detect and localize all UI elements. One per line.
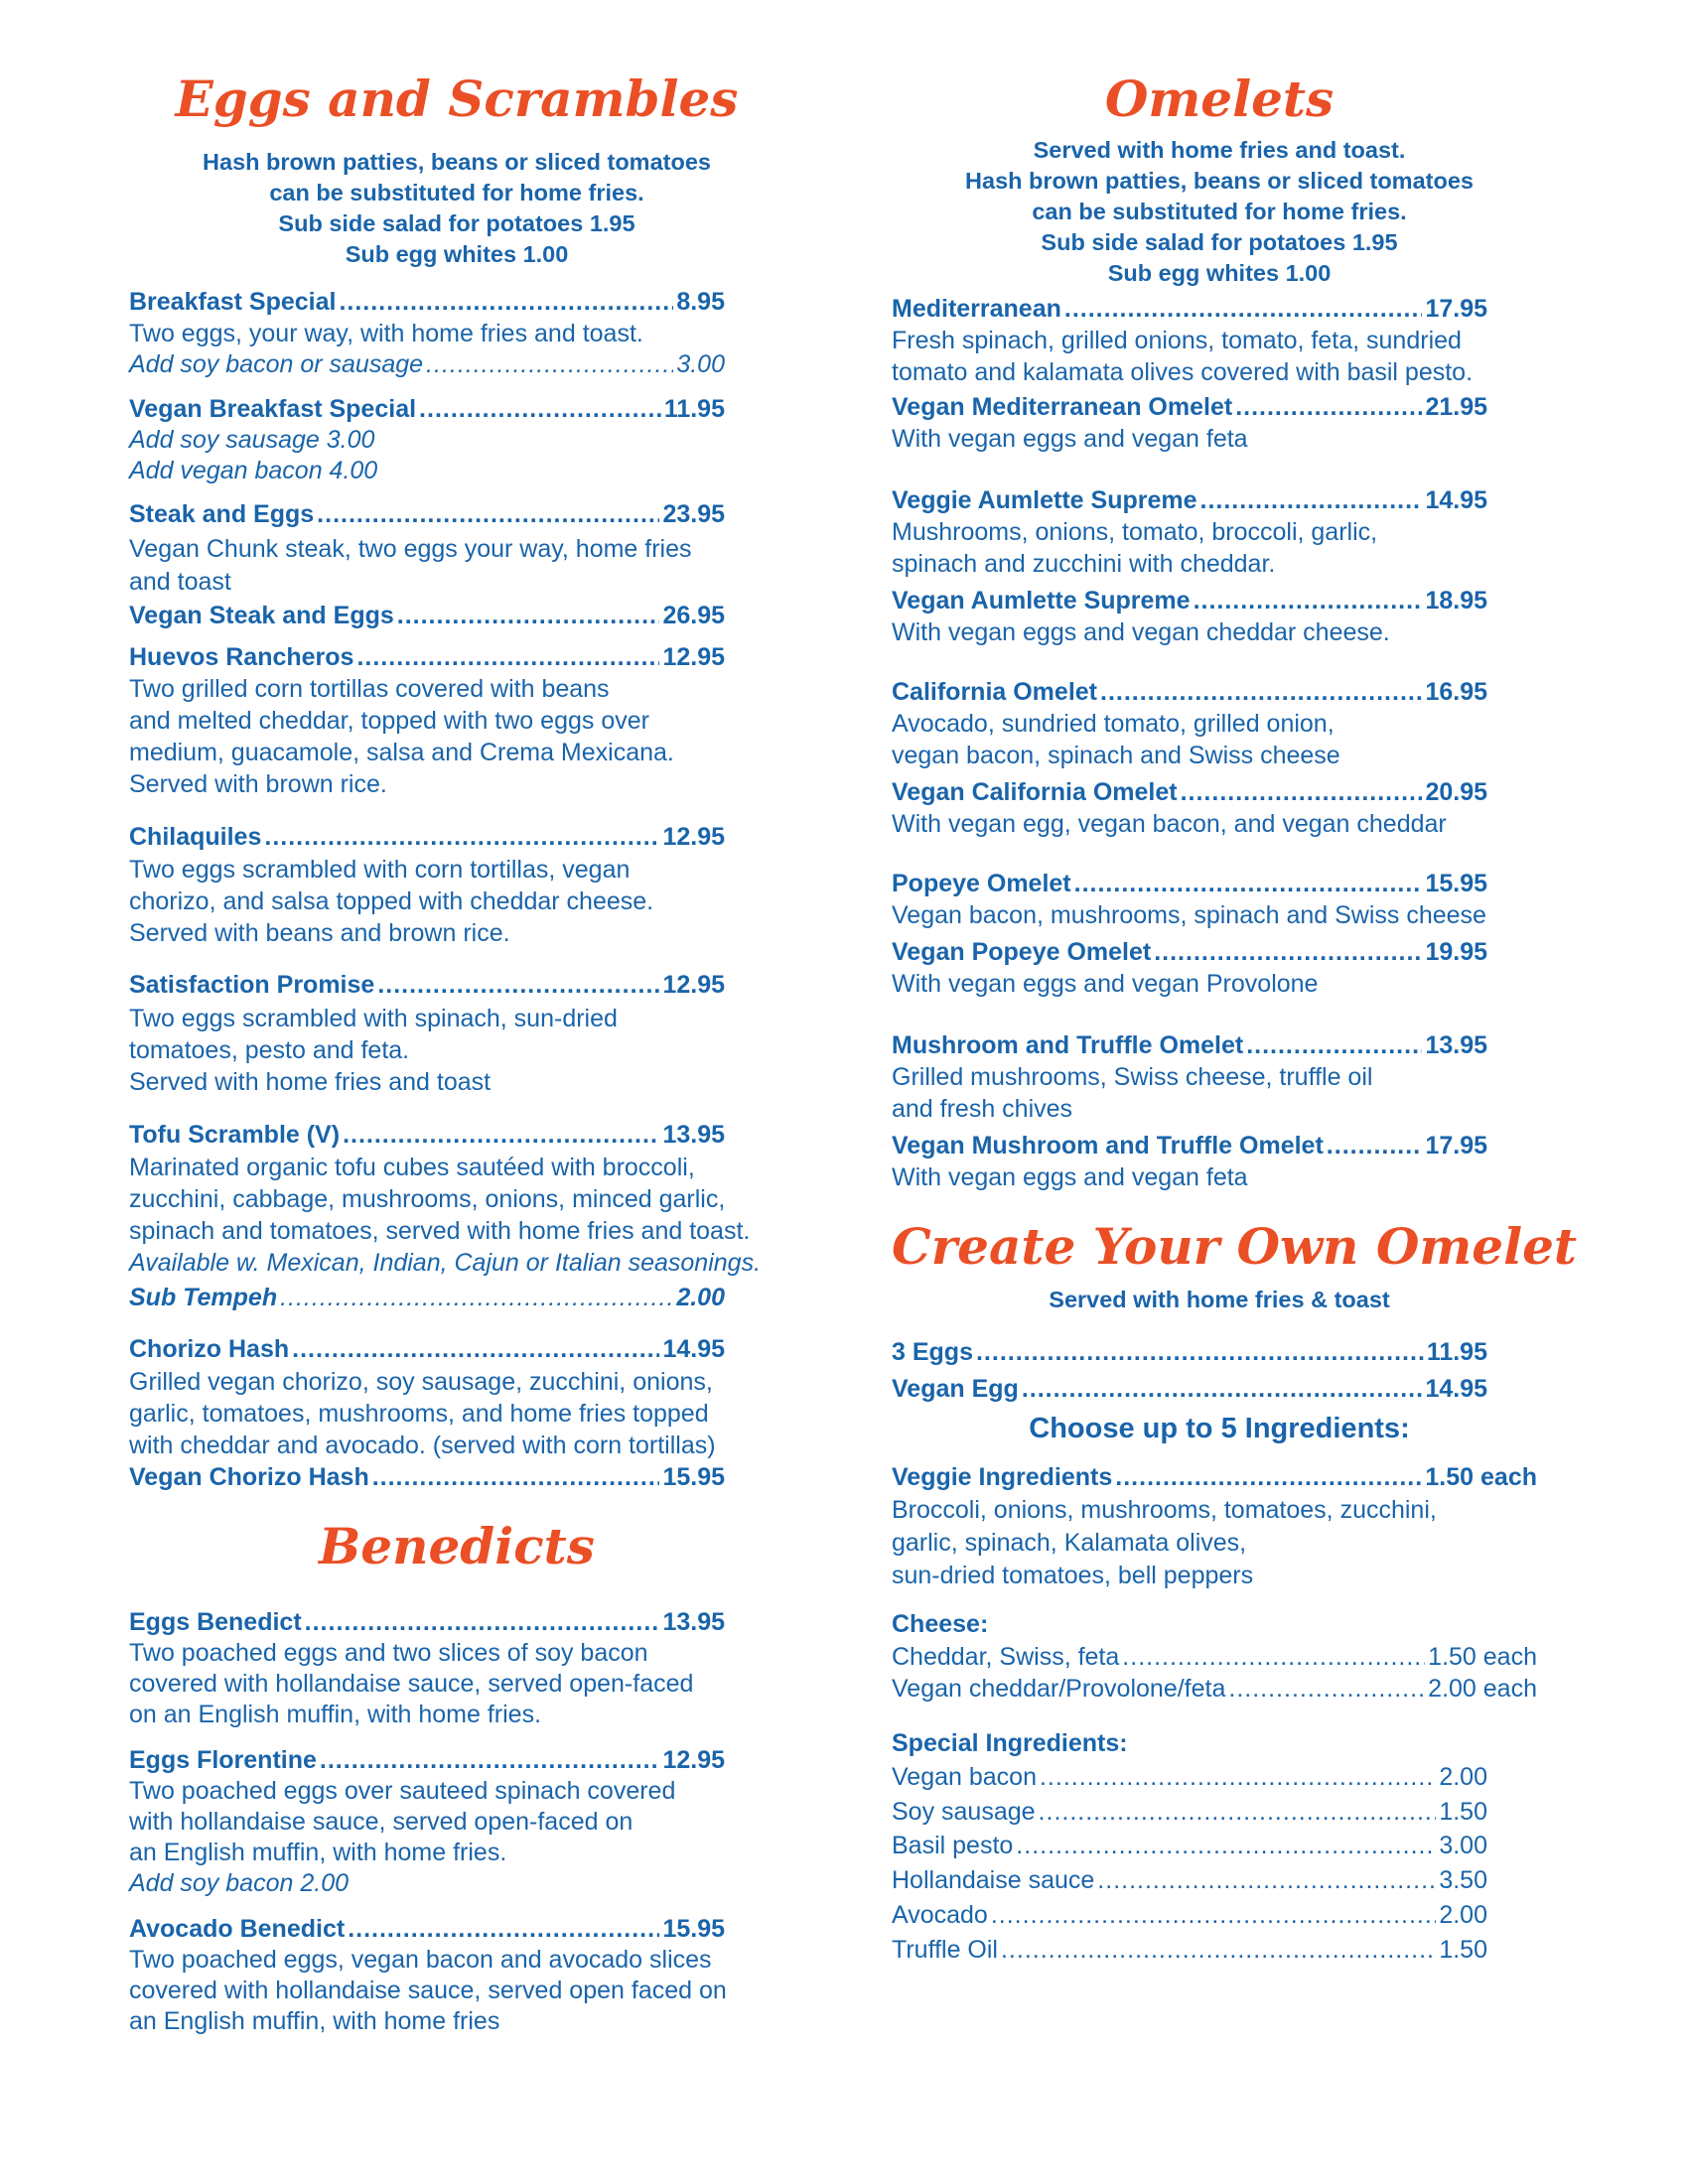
item-description: and melted cheddar, topped with two eggs over — [129, 707, 649, 735]
item-description: Fresh spinach, grilled onions, tomato, feta, sundried — [892, 327, 1462, 354]
item-description: Vegan Chunk steak, two eggs your way, home fries — [129, 535, 692, 563]
ingredient-list: Broccoli, onions, mushrooms, tomatoes, zucchini, — [892, 1496, 1437, 1524]
item-description: Available w. Mexican, Indian, Cajun or Italian seasonings. — [129, 1249, 762, 1277]
item-description: tomatoes, pesto and feta. — [129, 1036, 410, 1064]
special-ingredient: Hollandaise sauce ..... 3.50 — [892, 1864, 1487, 1896]
item-description: Add soy sausage 3.00 — [129, 426, 375, 454]
omelets-note: Sub egg whites 1.00 — [1107, 260, 1332, 286]
item-description: Two poached eggs and two slices of soy bacon — [129, 1639, 648, 1667]
item-description: covered with hollandaise sauce, served open faced on — [129, 1977, 727, 2004]
item-description: Add soy bacon 2.00 — [129, 1869, 349, 1897]
item-description: With vegan eggs and vegan feta — [892, 425, 1248, 453]
menu-item-eggs-benedict: Eggs Benedict ..... 13.95 — [129, 1606, 725, 1638]
item-description: spinach and tomatoes, served with home fries and toast. — [129, 1217, 751, 1245]
item-description: Served with brown rice. — [129, 770, 387, 798]
menu-item-vegan-chorizo-hash: Vegan Chorizo Hash ..... 15.95 — [129, 1461, 725, 1493]
menu-item-vegan-mushroom-truffle-omelet: Vegan Mushroom and Truffle Omelet ..... 17.95 — [892, 1130, 1487, 1161]
item-description: with cheddar and avocado. (served with corn tortillas) — [129, 1432, 716, 1459]
special-ingredient: Soy sausage ..... 1.50 — [892, 1796, 1487, 1828]
item-description: With vegan eggs and vegan feta — [892, 1163, 1248, 1191]
cheese-option: Cheddar, Swiss, feta ..... 1.50 each — [892, 1641, 1537, 1673]
cheese-label: Cheese: — [892, 1610, 989, 1638]
item-description: Avocado, sundried tomato, grilled onion, — [892, 710, 1335, 738]
item-description: Two grilled corn tortillas covered with beans — [129, 675, 610, 703]
item-description: Vegan bacon, mushrooms, spinach and Swiss cheese — [892, 901, 1486, 929]
menu-item-tofu-scramble: Tofu Scramble (V) ..... 13.95 — [129, 1119, 725, 1151]
omelets-note: Sub side salad for potatoes 1.95 — [1041, 229, 1398, 255]
item-description: an English muffin, with home fries. — [129, 1839, 507, 1866]
menu-item-vegan-breakfast-special: Vegan Breakfast Special ..... 11.95 — [129, 393, 725, 425]
item-description: and toast — [129, 568, 231, 596]
eggs-heading: Eggs and Scrambles — [175, 69, 739, 128]
item-description: With vegan egg, vegan bacon, and vegan cheddar — [892, 810, 1447, 838]
item-description: vegan bacon, spinach and Swiss cheese — [892, 742, 1340, 769]
menu-item-eggs-florentine: Eggs Florentine ..... 12.95 — [129, 1744, 725, 1776]
special-ingredient: Vegan bacon ..... 2.00 — [892, 1761, 1487, 1793]
special-ingredient: Avocado ..... 2.00 — [892, 1899, 1487, 1931]
item-description: With vegan eggs and vegan cheddar cheese. — [892, 618, 1390, 646]
eggs-note: can be substituted for home fries. — [269, 180, 644, 205]
ingredient-list: sun-dried tomatoes, bell peppers — [892, 1562, 1254, 1589]
item-description: Add vegan bacon 4.00 — [129, 457, 378, 484]
veggie-ingredients: Veggie Ingredients ..... 1.50 each — [892, 1461, 1537, 1493]
create-omelet-note: Served with home fries & toast — [1049, 1287, 1390, 1312]
omelets-heading: Omelets — [1104, 69, 1335, 128]
item-description: Two poached eggs over sauteed spinach covered — [129, 1777, 676, 1805]
item-description: medium, guacamole, salsa and Crema Mexicana. — [129, 739, 674, 766]
menu-item-satisfaction-promise: Satisfaction Promise ..... 12.95 — [129, 969, 725, 1001]
item-description: spinach and zucchini with cheddar. — [892, 550, 1276, 578]
menu-item-vegan-aumlette-supreme: Vegan Aumlette Supreme ..... 18.95 — [892, 585, 1487, 616]
add-on-sub-tempeh: Sub Tempeh ..... 2.00 — [129, 1282, 725, 1313]
menu-item-vegan-steak-and-eggs: Vegan Steak and Eggs ..... 26.95 — [129, 600, 725, 631]
item-description: with hollandaise sauce, served open-faced on — [129, 1808, 633, 1836]
item-description: tomato and kalamata olives covered with basil pesto. — [892, 358, 1474, 386]
item-description: Served with home fries and toast — [129, 1068, 492, 1096]
menu-item-popeye-omelet: Popeye Omelet ..... 15.95 — [892, 868, 1487, 899]
omelets-note: Served with home fries and toast. — [1033, 137, 1406, 163]
menu-item-vegan-california-omelet: Vegan California Omelet ..... 20.95 — [892, 776, 1487, 808]
menu-item-mushroom-truffle-omelet: Mushroom and Truffle Omelet ..... 13.95 — [892, 1029, 1487, 1061]
item-description: Grilled vegan chorizo, soy sausage, zucchini, onions, — [129, 1368, 713, 1396]
menu-item-breakfast-special: Breakfast Special ..... 8.95 — [129, 286, 725, 318]
item-description: Two eggs scrambled with spinach, sun-dried — [129, 1005, 618, 1032]
item-description: chorizo, and salsa topped with cheddar cheese. — [129, 887, 654, 915]
eggs-note: Sub side salad for potatoes 1.95 — [278, 210, 635, 236]
item-description: Grilled mushrooms, Swiss cheese, truffle oil — [892, 1063, 1373, 1091]
special-ingredient: Basil pesto ..... 3.00 — [892, 1830, 1487, 1861]
menu-item-california-omelet: California Omelet ..... 16.95 — [892, 676, 1487, 708]
menu-item-chorizo-hash: Chorizo Hash ..... 14.95 — [129, 1333, 725, 1365]
item-description: Two eggs, your way, with home fries and toast. — [129, 320, 643, 347]
menu-item-mediterranean: Mediterranean ..... 17.95 — [892, 293, 1487, 325]
eggs-note: Sub egg whites 1.00 — [345, 241, 569, 267]
menu-item-steak-and-eggs: Steak and Eggs ..... 23.95 — [129, 498, 725, 530]
benedicts-heading: Benedicts — [319, 1517, 595, 1575]
ingredient-list: garlic, spinach, Kalamata olives, — [892, 1529, 1247, 1557]
menu-item-chilaquiles: Chilaquiles ..... 12.95 — [129, 821, 725, 853]
item-description: an English muffin, with home fries — [129, 2007, 500, 2035]
eggs-note: Hash brown patties, beans or sliced tomatoes — [203, 149, 711, 175]
menu-item-avocado-benedict: Avocado Benedict ..... 15.95 — [129, 1913, 725, 1945]
special-ingredients-label: Special Ingredients: — [892, 1729, 1128, 1757]
choose-ingredients-heading: Choose up to 5 Ingredients: — [1029, 1413, 1410, 1444]
add-on-soy-bacon-sausage: Add soy bacon or sausage ..... 3.00 — [129, 348, 725, 380]
cheese-option: Vegan cheddar/Provolone/feta ..... 2.00 each — [892, 1673, 1537, 1705]
menu-item-3-eggs: 3 Eggs ..... 11.95 — [892, 1336, 1487, 1368]
menu-item-vegan-mediterranean-omelet: Vegan Mediterranean Omelet ..... 21.95 — [892, 391, 1487, 423]
menu-item-vegan-popeye-omelet: Vegan Popeye Omelet ..... 19.95 — [892, 936, 1487, 968]
menu-item-veggie-aumlette-supreme: Veggie Aumlette Supreme ..... 14.95 — [892, 484, 1487, 516]
item-description: With vegan eggs and vegan Provolone — [892, 970, 1319, 998]
menu-item-vegan-egg: Vegan Egg ..... 14.95 — [892, 1373, 1487, 1405]
menu-item-huevos-rancheros: Huevos Rancheros ..... 12.95 — [129, 641, 725, 673]
item-description: garlic, tomatoes, mushrooms, and home fries topped — [129, 1400, 709, 1428]
item-description: Two poached eggs, vegan bacon and avocado slices — [129, 1946, 712, 1974]
item-description: on an English muffin, with home fries. — [129, 1701, 542, 1728]
item-description: Served with beans and brown rice. — [129, 919, 510, 947]
item-description: zucchini, cabbage, mushrooms, onions, minced garlic, — [129, 1185, 726, 1213]
omelets-note: Hash brown patties, beans or sliced tomatoes — [965, 168, 1474, 194]
item-description: Two eggs scrambled with corn tortillas, vegan — [129, 856, 631, 884]
item-description: covered with hollandaise sauce, served open-faced — [129, 1670, 694, 1698]
create-omelet-heading: Create Your Own Omelet — [892, 1217, 1577, 1276]
item-description: Marinated organic tofu cubes sautéed with broccoli, — [129, 1154, 695, 1181]
item-description: and fresh chives — [892, 1095, 1073, 1123]
special-ingredient: Truffle Oil ..... 1.50 — [892, 1934, 1487, 1966]
item-description: Mushrooms, onions, tomato, broccoli, garlic, — [892, 518, 1378, 546]
omelets-note: can be substituted for home fries. — [1032, 199, 1407, 224]
